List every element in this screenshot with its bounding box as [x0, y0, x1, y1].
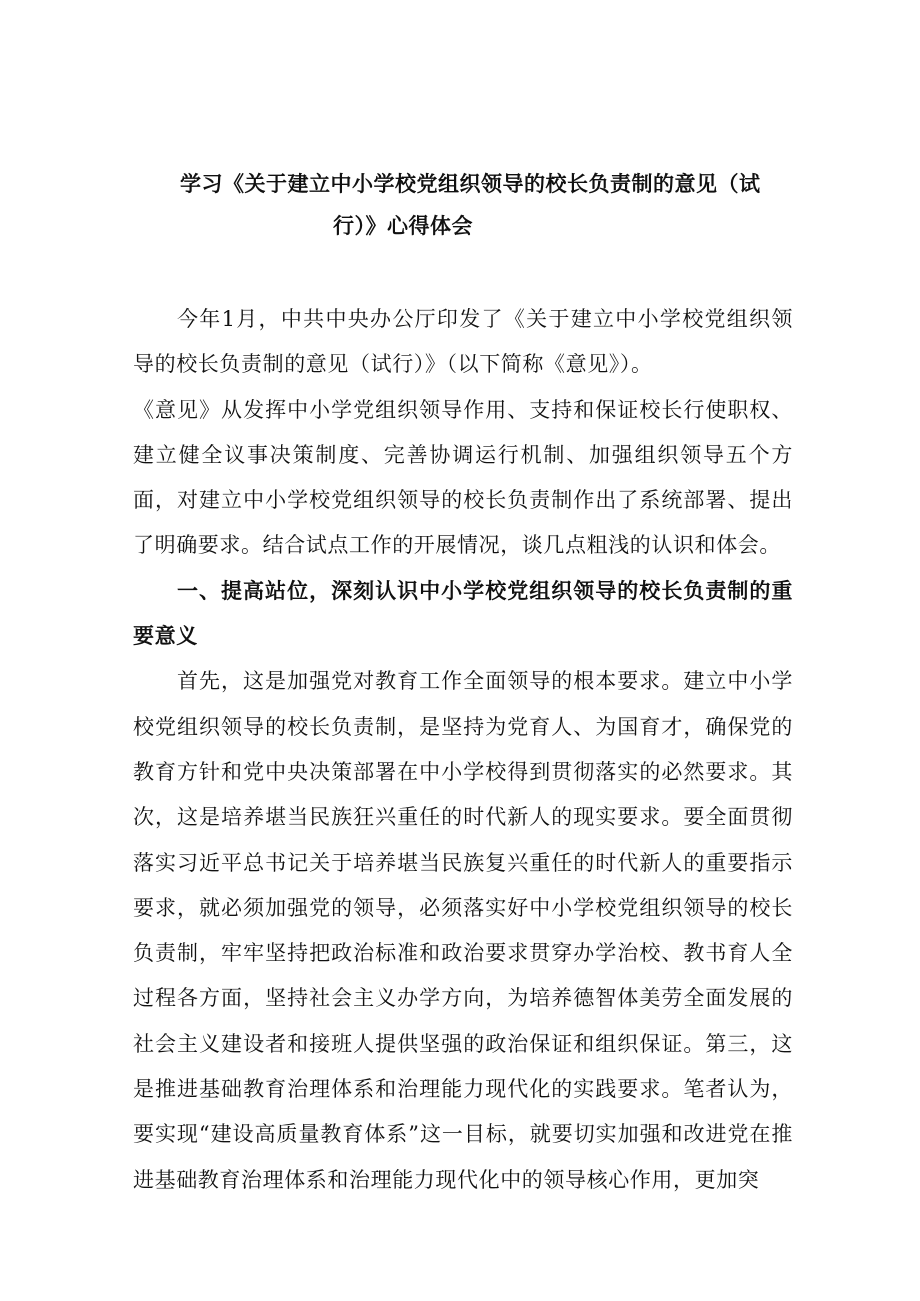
paragraph-significance: 首先，这是加强党对教育工作全面领导的根本要求。建立中小学校党组织领导的校长负责制，是坚持为党育人、为国育才，确保党的教育方针和党中央决策部署在中小学校得到贯彻落实的必然要求。其次，这是培养堪当民族狂兴重任的时代新人的现实要求。要全面贯彻落实习近平总书记关于培养堪当民族复兴重任的时代新人的重要指示要求，就必须加强党的领导，必须落实好中小学校党组织领导的校长负责制，牢牢坚持把政治标准和政治要求贯穿办学治校、教书育人全过程各方面，坚持社会主义办学方向，为培养德智体美劳全面发展的社会主义建设者和接班人提供坚强的政治保证和组织保证。第三，这是推进基础教育治理体系和治理能力现代化的实践要求。笔者认为，要实现“建设高质量教育体系”这一目标，就要切实加强和改进党在推进基础教育治理体系和治理能力现代化中的领导核心作用，更加突 — [133, 669, 793, 1192]
document-title-line-1: 学习《关于建立中小学校党组织领导的校长负责制的意见（试 — [180, 172, 761, 196]
document-title-line-2: 行）》心得体会 — [333, 214, 473, 238]
document-body — [133, 297, 793, 1203]
paragraph-intro: 今年1月，中共中央办公厅印发了《关于建立中小学校党组织领导的校长负责制的意见（试行）》（以下简称《意见》）。 — [133, 307, 793, 377]
section-heading-1: 一、提高站位，深刻认识中小学校党组织领导的校长负责制的重要意义 — [133, 578, 793, 649]
paragraph-summary: 《意见》从发挥中小学党组织领导作用、支持和保证校长行使职权、建立健全议事决策制度、完善协调运行机制、加强组织领导五个方面，对建立中小学校党组织领导的校长负责制作出了系统部署、提出了明确要求。结合试点工作的开展情况，谈几点粗浅的认识和体会。 — [133, 397, 793, 558]
